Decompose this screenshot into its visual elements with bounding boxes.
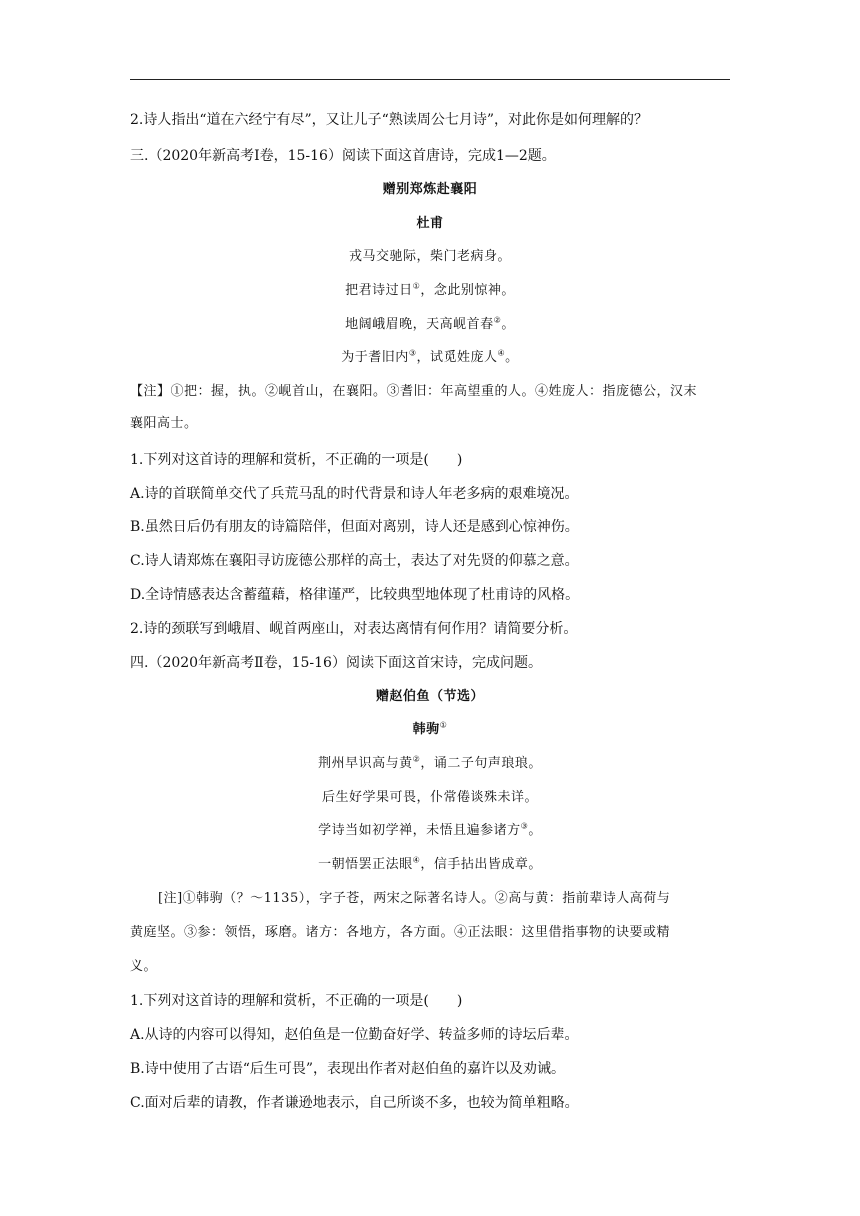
poem-2-author: 韩驹①	[412, 720, 448, 737]
poem-2-notes-line-2: 黄庭坚。③参：领悟，琢磨。诸方：各地方，各方面。④正法眼：这里借指事物的诀要或精	[130, 925, 671, 940]
section-3-option-c: C.诗人请郑炼在襄阳寻访庞德公那样的高士，表达了对先贤的仰慕之意。	[130, 553, 579, 569]
question-2-previous: 2.诗人指出“道在六经宁有尽”，又让儿子“熟读周公七月诗”，对此你是如何理解的？	[130, 112, 648, 128]
poem-2-notes-line-3: 义。	[130, 959, 158, 974]
poem-2-notes-line-1: [注]①韩驹（？～1135），字子苍，两宋之际著名诗人。②高与黄：指前辈诗人高荷与	[158, 891, 671, 906]
section-4-question-1: 1.下列对这首诗的理解和赏析，不正确的一项是( )	[130, 993, 463, 1009]
poem-2-line-1: 荆州早识高与黄②，诵二子句声琅琅。	[318, 754, 542, 771]
section-3-heading: 三.（2020年新高考Ⅰ卷，15-16）阅读下面这首唐诗，完成1—2题。	[130, 148, 556, 164]
section-3-option-b: B.虽然日后仍有朋友的诗篇陪伴，但面对离别，诗人还是感到心惊神伤。	[130, 519, 579, 535]
poem-1-line-2: 把君诗过日①，念此别惊神。	[345, 281, 515, 298]
section-3-option-a: A.诗的首联简单交代了兵荒马乱的时代背景和诗人年老多病的艰难境况。	[130, 486, 579, 502]
section-3-question-2: 2.诗的颈联写到峨眉、岘首两座山，对表达离情有何作用？请简要分析。	[130, 621, 578, 637]
poem-2-line-3: 学诗当如初学禅，未悟且遍参诸方③。	[318, 821, 542, 838]
poem-1-notes-line-2: 襄阳高士。	[130, 416, 198, 431]
poem-1-line-3: 地阔峨眉晚，天高岘首春②。	[345, 315, 515, 332]
section-4-option-a: A.从诗的内容可以得知，赵伯鱼是一位勤奋好学、转益多师的诗坛后辈。	[130, 1027, 579, 1043]
poem-1-line-4: 为于耆旧内③，试觅姓庞人④。	[341, 348, 519, 365]
section-3-question-1: 1.下列对这首诗的理解和赏析，不正确的一项是( )	[130, 452, 463, 468]
poem-2-title: 赠赵伯鱼（节选）	[375, 689, 484, 704]
poem-2-line-2: 后生好学果可畏，仆常倦谈殊未详。	[321, 790, 538, 805]
section-4-option-b: B.诗中使用了古语“后生可畏”，表现出作者对赵伯鱼的嘉许以及劝诫。	[130, 1061, 566, 1077]
poem-1-author: 杜甫	[416, 216, 444, 231]
poem-2-line-4: 一朝悟罢正法眼④，信手拈出皆成章。	[318, 855, 542, 872]
header-rule	[130, 79, 730, 80]
poem-1-title: 赠别郑炼赴襄阳	[382, 182, 478, 197]
section-3-option-d: D.全诗情感表达含蓄蕴藉，格律谨严，比较典型地体现了杜甫诗的风格。	[130, 587, 580, 603]
poem-1-line-1: 戎马交驰际，柴门老病身。	[348, 249, 511, 264]
section-4-heading: 四.（2020年新高考Ⅱ卷，15-16）阅读下面这首宋诗，完成问题。	[130, 655, 542, 671]
poem-1-notes-line-1: 【注】①把：握，执。②岘首山，在襄阳。③耆旧：年高望重的人。④姓庞人：指庞德公，汉末	[130, 384, 698, 399]
section-4-option-c: C.面对后辈的请教，作者谦逊地表示，自己所谈不多，也较为简单粗略。	[130, 1095, 579, 1111]
